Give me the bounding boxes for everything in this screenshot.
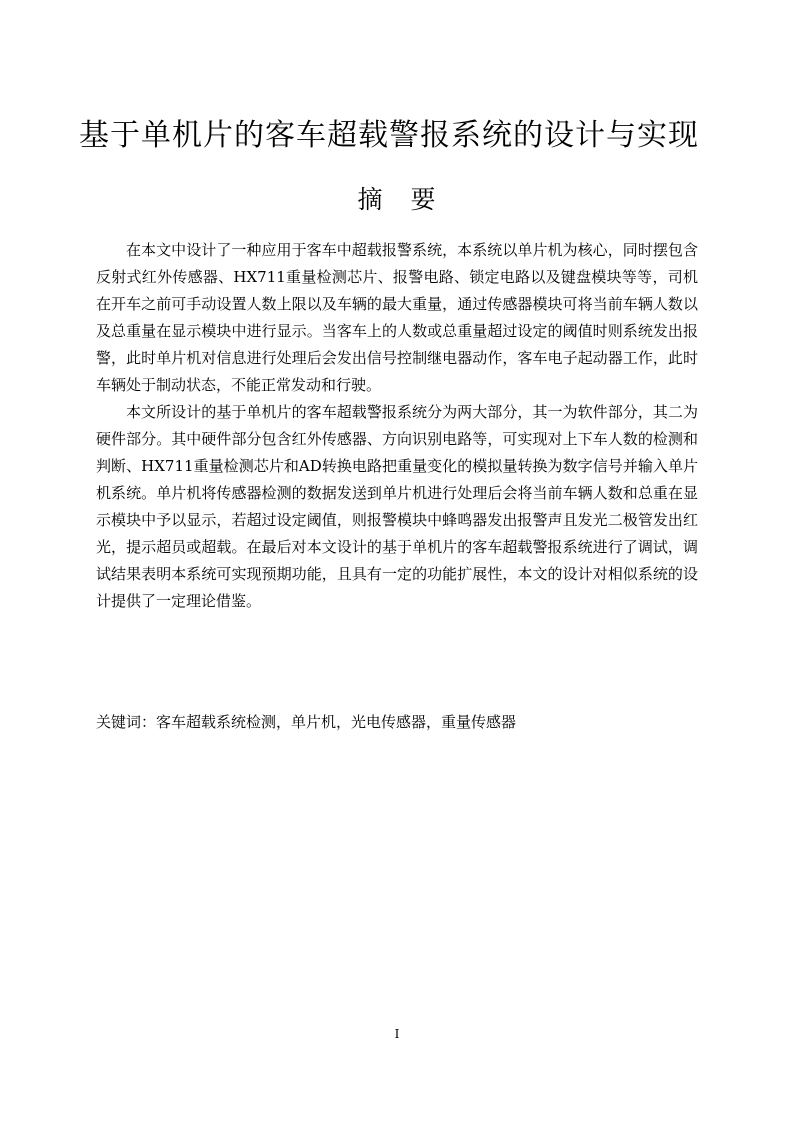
keywords-text: 客车超载系统检测，单片机，光电传感器，重量传感器 [156,713,517,731]
abstract-body [96,237,698,615]
abstract-heading: 摘要 [357,185,464,214]
page-number: I [394,1027,400,1041]
keywords-label: 关键词： [96,713,157,731]
abstract-paragraph: 在本文中设计了一种应用于客车中超载报警系统，本系统以单片机为核心，同时摆包含反射式红外传感器、HX711重量检测芯片、报警电路、锁定电路以及键盘模块等等，司机在开车之前可手动设置人数上限以及车辆的最大重量，通过传感器模块可将当前车辆人数以及总重量在显示模块中进行显示。当客车上的人数或总重量超过设定的阈值时则系统发出报警，此时单片机对信息进行处理后会发出信号控制继电器动作，客车电子起动器工作，此时车辆处于制动状态，不能正常发动和行驶。 [96,241,698,394]
document-title: 基于单机片的客车超载警报系统的设计与实现 [79,118,699,153]
abstract-paragraph: 本文所设计的基于单机片的客车超载警报系统分为两大部分，其一为软件部分，其二为硬件部分。其中硬件部分包含红外传感器、方向识别电路等，可实现对上下车人数的检测和判断、HX711重量检测芯片和AD转换电路把重量变化的模拟量转换为数字信号并输入单片机系统。单片机将传感器检测的数据发送到单片机进行处理后会将当前车辆人数和总重在显示模块中予以显示，若超过设定阈值，则报警模块中蜂鸣器发出报警声且发光二极管发出红光，提示超员或超载。在最后对本文设计的基于单机片的客车超载警报系统进行了调试，调试结果表明本系统可实现预期功能，且具有一定的功能扩展性，本文的设计对相似系统的设计提供了一定理论借鉴。 [96,403,698,610]
keywords-line [96,709,698,736]
